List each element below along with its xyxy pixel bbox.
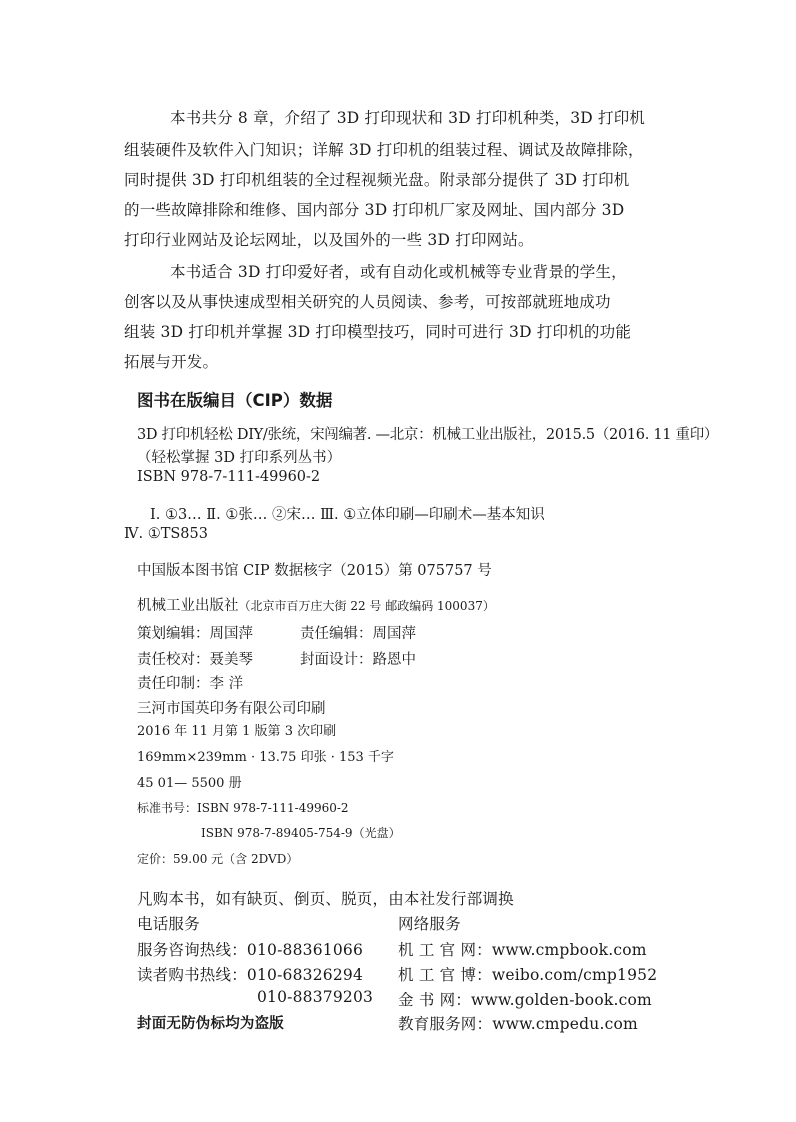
web-golden-book: 金 书 网：www.golden-book.com [398,991,652,1009]
summary-p1-line3: 同时提供 3D 打印机组装的全过程视频光盘。附录部分提供了 3D 打印机 [124,171,630,189]
service-notice: 凡购本书，如有缺页、倒页、脱页，由本社发行部调换 [137,890,514,908]
phone-service: 服务咨询热线：010-88361066 [137,941,364,959]
summary-p1-line4: 的一些故障排除和维修、国内部分 3D 打印机厂家及网址、国内部分 3D [124,201,625,219]
book-format: 169mm×239mm · 13.75 印张 · 153 千字 [137,750,394,765]
printing-supervisor: 责任印制：李 洋 [137,676,244,692]
edition: 2016 年 11 月第 1 版第 3 次印刷 [137,724,337,739]
cip-title: 图书在版编目（CIP）数据 [137,391,333,410]
cip-number: 中国版本图书馆 CIP 数据核字（2015）第 075757 号 [137,563,492,579]
web-official-site: 机 工 官 网：www.cmpbook.com [398,941,647,959]
print-run: 45 01— 5500 册 [137,776,242,791]
web-official-weibo: 机 工 官 博：weibo.com/cmp1952 [398,966,658,984]
phone-header: 电话服务 [137,915,200,933]
responsible-editor: 责任编辑：周国萍 [300,626,416,642]
publisher-name: 机械工业出版社 [137,598,239,614]
printer: 三河市国英印务有限公司印刷 [137,701,326,717]
isbn-dvd: ISBN 978-7-89405-754-9（光盘） [201,826,401,840]
anti-piracy-notice: 封面无防伪标均为盗版 [137,1016,284,1032]
phone-extra: 010-88379203 [257,988,374,1006]
summary-p2-line2: 创客以及从事快速成型相关研究的人员阅读、参考，可按部就班地成功 [124,293,611,311]
summary-p2-line1: 本书适合 3D 打印爱好者，或有自动化或机械等专业背景的学生， [170,263,627,281]
cip-line4: Ⅰ. ①3… Ⅱ. ①张… ②宋… Ⅲ. ①立体印刷—印刷术—基本知识 [150,507,545,523]
web-header: 网络服务 [398,915,461,933]
summary-p1-line5: 打印行业网站及论坛网址，以及国外的一些 3D 打印网站。 [124,231,534,249]
publisher-address: （北京市百万庄大街 22 号 邮政编码 100037） [238,599,495,613]
summary-p2-line3: 组装 3D 打印机并掌握 3D 打印模型技巧，同时可进行 3D 打印机的功能 [124,323,632,341]
cover-design: 封面设计：路恩中 [300,652,416,668]
price: 定价：59.00 元（含 2DVD） [137,852,299,866]
cip-line2: （轻松掌握 3D 打印系列丛书） [137,450,342,466]
isbn-label: 标准书号：ISBN 978-7-111-49960-2 [137,801,349,815]
proofreader: 责任校对：聂美琴 [137,652,253,668]
summary-p1-line2: 组装硬件及软件入门知识；详解 3D 打印机的组装过程、调试及故障排除， [124,141,644,159]
cip-line3: ISBN 978-7-111-49960-2 [137,469,321,485]
phone-purchase: 读者购书热线：010-68326294 [137,966,364,984]
web-education: 教育服务网：www.cmpedu.com [398,1015,638,1033]
cip-line1: 3D 打印机轻松 DIY/张统，宋闯编著. —北京：机械工业出版社，2015.5（2016. 11 重印） [137,427,719,443]
planning-editor: 策划编辑：周国萍 [137,626,253,642]
cip-line5: Ⅳ. ①TS853 [124,526,208,542]
publisher-line [137,594,495,615]
summary-p1-line1: 本书共分 8 章，介绍了 3D 打印现状和 3D 打印机种类，3D 打印机 [170,109,646,127]
summary-p2-line4: 拓展与开发。 [124,353,219,371]
